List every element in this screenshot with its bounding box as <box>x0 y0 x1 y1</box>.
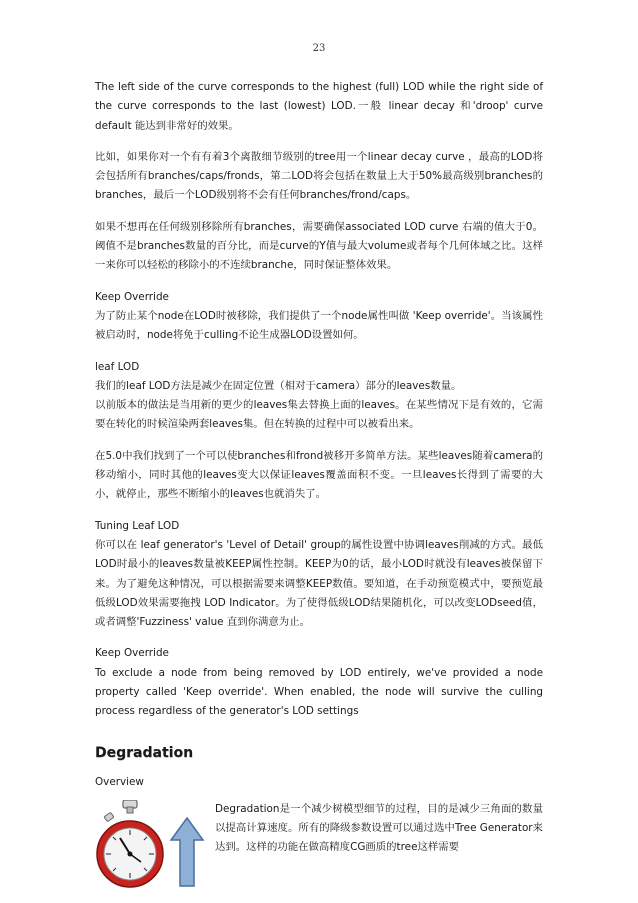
page-content <box>95 78 543 896</box>
tuning-leaf-lod-title: Tuning Leaf LOD <box>95 519 180 532</box>
page-number: 23 <box>312 43 326 54</box>
section-heading-degradation: Degradation <box>95 744 194 761</box>
overview-section <box>95 800 543 896</box>
leaf-lod-body-1: 我们的leaf LOD方法是减少在固定位置（相对于camera）部分的leaves数量。 <box>95 379 462 392</box>
overview-illustration <box>95 800 207 896</box>
tuning-leaf-lod-body: 你可以在 leaf generator's 'Level of Detail' group的属性设置中协调leaves削减的方式。最低LOD时最小的leaves数量被KEEP属性控制。KEEP为0的话，最小LOD时就没有leaves被保留下来。为了避免这种情况，可以根据需要来调整KEEP数值。要知道，在手动预览模式中，要预览最低级LOD效果需要拖拽 LOD Indicator。为了使得低级LOD结果随机化，可以改变LODseed值，或者调整'Fuzziness' value 直到你满意为止。 <box>95 538 543 629</box>
keep-override-body-cn: 为了防止某个node在LOD时被移除，我们提供了一个node属性叫做 'Keep override'。当该属性被启动时，node将免于culling不论生成器LOD设置如何。 <box>95 309 543 342</box>
paragraph-version-50: 在5.0中我们找到了一个可以使branches和frond被移开多简单方法。某些leaves随着camera的移动缩小，同时其他的leaves变大以保证leaves覆盖面积不变。一旦leaves长得到了需要的大小，就停止，那些不断缩小的leaves也就消失了。 <box>95 449 543 501</box>
keep-override-body-en: To exclude a node from being removed by LOD entirely, we've provided a node property called 'Keep override'. When enabled, the node will survive the culling process regardless of the generator's LOD settings <box>95 666 543 718</box>
paragraph-linear-decay-example: 比如，如果你对一个有有着3个离散细节级别的tree用一个linear decay curve ，最高的LOD将会包括所有branches/caps/fronds，第二LOD将会包括在数量上大于50%最高级别branches的branches，最后一个LOD级别将不会有任何branches/frond/caps。 <box>95 150 543 202</box>
overview-label: Overview <box>95 775 144 788</box>
keep-override-title-en: Keep Override <box>95 647 169 660</box>
overview-paragraph: Degradation是一个减少树模型细节的过程，目的是减少三角面的数量以提高计算速度。所有的降级参数设置可以通过选中Tree Generator来达到。这样的功能在做高精度CG画质的tree这样需要 <box>215 803 543 854</box>
paragraph-associated-lod-curve: 如果不想再在任何级别移除所有branches，需要确保associated LOD curve 右端的值大于0。阈值不是branches数量的百分比，而是curve的Y值与最大volume或者每个几何体域之比。这样一来你可以轻松的移除小的不连续branche，同时保证整体效果。 <box>95 220 543 272</box>
leaf-lod-body-2: 以前版本的做法是当用新的更少的leaves集去替换上面的leaves。在某些情况下是有效的，它需要在转化的时候渲染两套leaves集。但在转换的过程中可以被看出来。 <box>95 399 543 431</box>
stopwatch-icon <box>95 800 165 892</box>
keep-override-title-cn: Keep Override <box>95 290 169 303</box>
leaf-lod-title: leaf LOD <box>95 360 140 373</box>
overview-text-block <box>207 800 543 857</box>
paragraph-curve-lod: The left side of the curve corresponds to the highest (full) LOD while the right side of the curve corresponds to the last (lowest) LOD.一般 linear decay 和'droop' curve default 能达到非常好的效果。 <box>95 81 543 132</box>
up-arrow-icon <box>169 816 205 888</box>
